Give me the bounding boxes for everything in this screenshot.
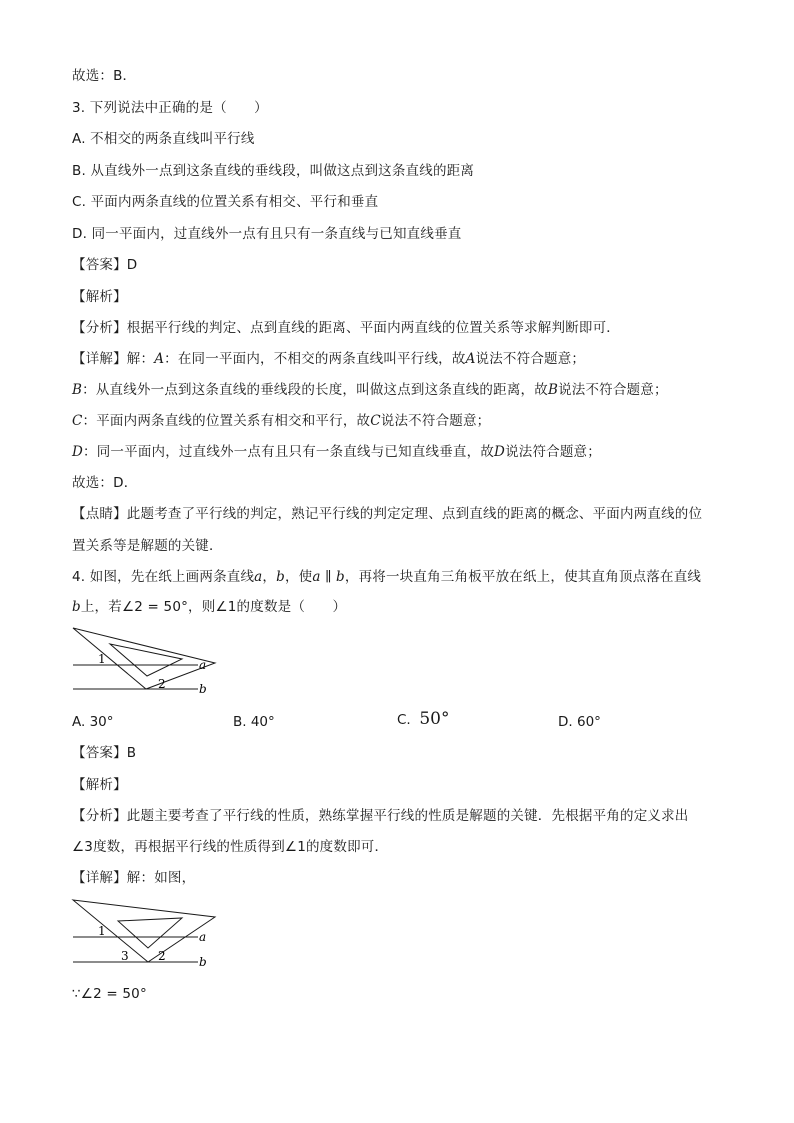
- text-segment: 说法不符合题意；: [558, 382, 668, 398]
- line-label-a: a: [199, 658, 207, 672]
- math-var: b: [276, 569, 285, 585]
- text-segment: 说法不符合题意；: [475, 351, 586, 367]
- geometry-figure-solution: [70, 896, 220, 970]
- question-3-option-b: B. 从直线外一点到这条直线的垂线段，叫做这点到这条直线的距离: [72, 163, 475, 179]
- choice-c: [397, 710, 449, 729]
- text-segment: ：平面内两条直线的位置关系有相交和平行，故: [82, 413, 371, 429]
- text-segment: ，: [262, 569, 277, 585]
- math-var: B: [72, 382, 83, 398]
- text-segment: 说法不符合题意；: [380, 413, 491, 429]
- analysis-text: 【分析】此题主要考查了平行线的性质，熟练掌握平行线的性质是解题的关键．先根据平角的定义求出: [72, 808, 689, 824]
- detail-line-c: [72, 412, 490, 430]
- math-expr: a ∥ b: [312, 569, 345, 585]
- text-segment: 4. 如图，先在纸上画两条直线: [72, 569, 255, 585]
- math-var: D: [494, 444, 506, 460]
- question-3-option-d: D. 同一平面内，过直线外一点有且只有一条直线与已知直线垂直: [72, 226, 462, 242]
- line-label-b: b: [199, 955, 207, 969]
- choice-a: A. 30°: [72, 714, 114, 730]
- question-3-stem: 3. 下列说法中正确的是（ ）: [72, 100, 268, 116]
- angle-label-1: 1: [98, 924, 106, 938]
- detail-line-d: [72, 443, 601, 461]
- text-line: 故选：D．: [72, 475, 138, 491]
- detail-line-a: [72, 350, 585, 368]
- text-line: 故选：B．: [72, 68, 137, 84]
- comment-text-cont: 置关系等是解题的关键．: [72, 538, 223, 554]
- question-4-stem-cont: [72, 598, 346, 616]
- question-4-stem: [72, 568, 701, 586]
- text-segment: ：在同一平面内，不相交的两条直线叫平行线，故: [164, 351, 466, 367]
- angle-label-3: 3: [121, 949, 129, 963]
- question-3-option-a: A. 不相交的两条直线叫平行线: [72, 131, 255, 147]
- line-label-a: a: [199, 930, 207, 944]
- text-segment: 说法符合题意；: [505, 444, 601, 460]
- text-segment: ，再将一块直角三角板平放在纸上，使其直角顶点落在直线: [344, 569, 702, 585]
- text-segment: 上，若∠2 = 50°，则∠1的度数是（ ）: [80, 599, 347, 615]
- comment-text: 【点睛】此题考查了平行线的判定，熟记平行线的判定定理、点到直线的距离的概念、平面内两直线的位: [72, 506, 703, 522]
- analysis-label: 【解析】: [72, 777, 127, 793]
- question-3-option-c: C. 平面内两条直线的位置关系有相交、平行和垂直: [72, 194, 379, 210]
- analysis-text-cont: ∠3度数，再根据平行线的性质得到∠1的度数即可．: [72, 839, 389, 855]
- math-var: B: [547, 382, 559, 398]
- answer-label: 【答案】D: [72, 257, 138, 273]
- detail-line-b: [72, 381, 668, 399]
- triangle-outer: [73, 900, 215, 962]
- triangle-outer: [73, 628, 215, 689]
- geometry-figure-question: [70, 624, 220, 696]
- text-segment: ：同一平面内，过直线外一点有且只有一条直线与已知直线垂直，故: [83, 444, 495, 460]
- math-var: C: [370, 413, 381, 429]
- choice-d: D. 60°: [558, 714, 601, 730]
- proof-step: ∵∠2 = 50°: [72, 986, 147, 1002]
- angle-label-2: 2: [158, 949, 166, 963]
- detail-intro: 【详解】解：如图，: [72, 870, 196, 886]
- text-segment: ，使: [284, 569, 313, 585]
- line-label-b: b: [199, 682, 207, 696]
- math-var: b: [72, 599, 81, 615]
- triangle-inner: [118, 918, 182, 948]
- math-var: A: [154, 351, 165, 367]
- triangle-inner: [110, 644, 182, 676]
- choice-b: B. 40°: [233, 714, 275, 730]
- angle-label-2: 2: [158, 677, 166, 691]
- math-var: D: [72, 444, 84, 460]
- math-var: a: [254, 569, 263, 585]
- math-var: A: [465, 351, 476, 367]
- text-segment: ：从直线外一点到这条直线的垂线段的长度，叫做这点到这条直线的距离，故: [82, 382, 548, 398]
- answer-label: 【答案】B: [72, 745, 137, 761]
- text-segment: 【详解】解：: [72, 351, 155, 367]
- angle-label-1: 1: [98, 652, 106, 666]
- choice-c-value: 50°: [419, 709, 450, 729]
- analysis-text: 【分析】根据平行线的判定、点到直线的距离、平面内两直线的位置关系等求解判断即可．: [72, 320, 620, 336]
- analysis-label: 【解析】: [72, 289, 127, 305]
- choice-c-prefix: C.: [397, 712, 411, 728]
- math-var: C: [72, 413, 83, 429]
